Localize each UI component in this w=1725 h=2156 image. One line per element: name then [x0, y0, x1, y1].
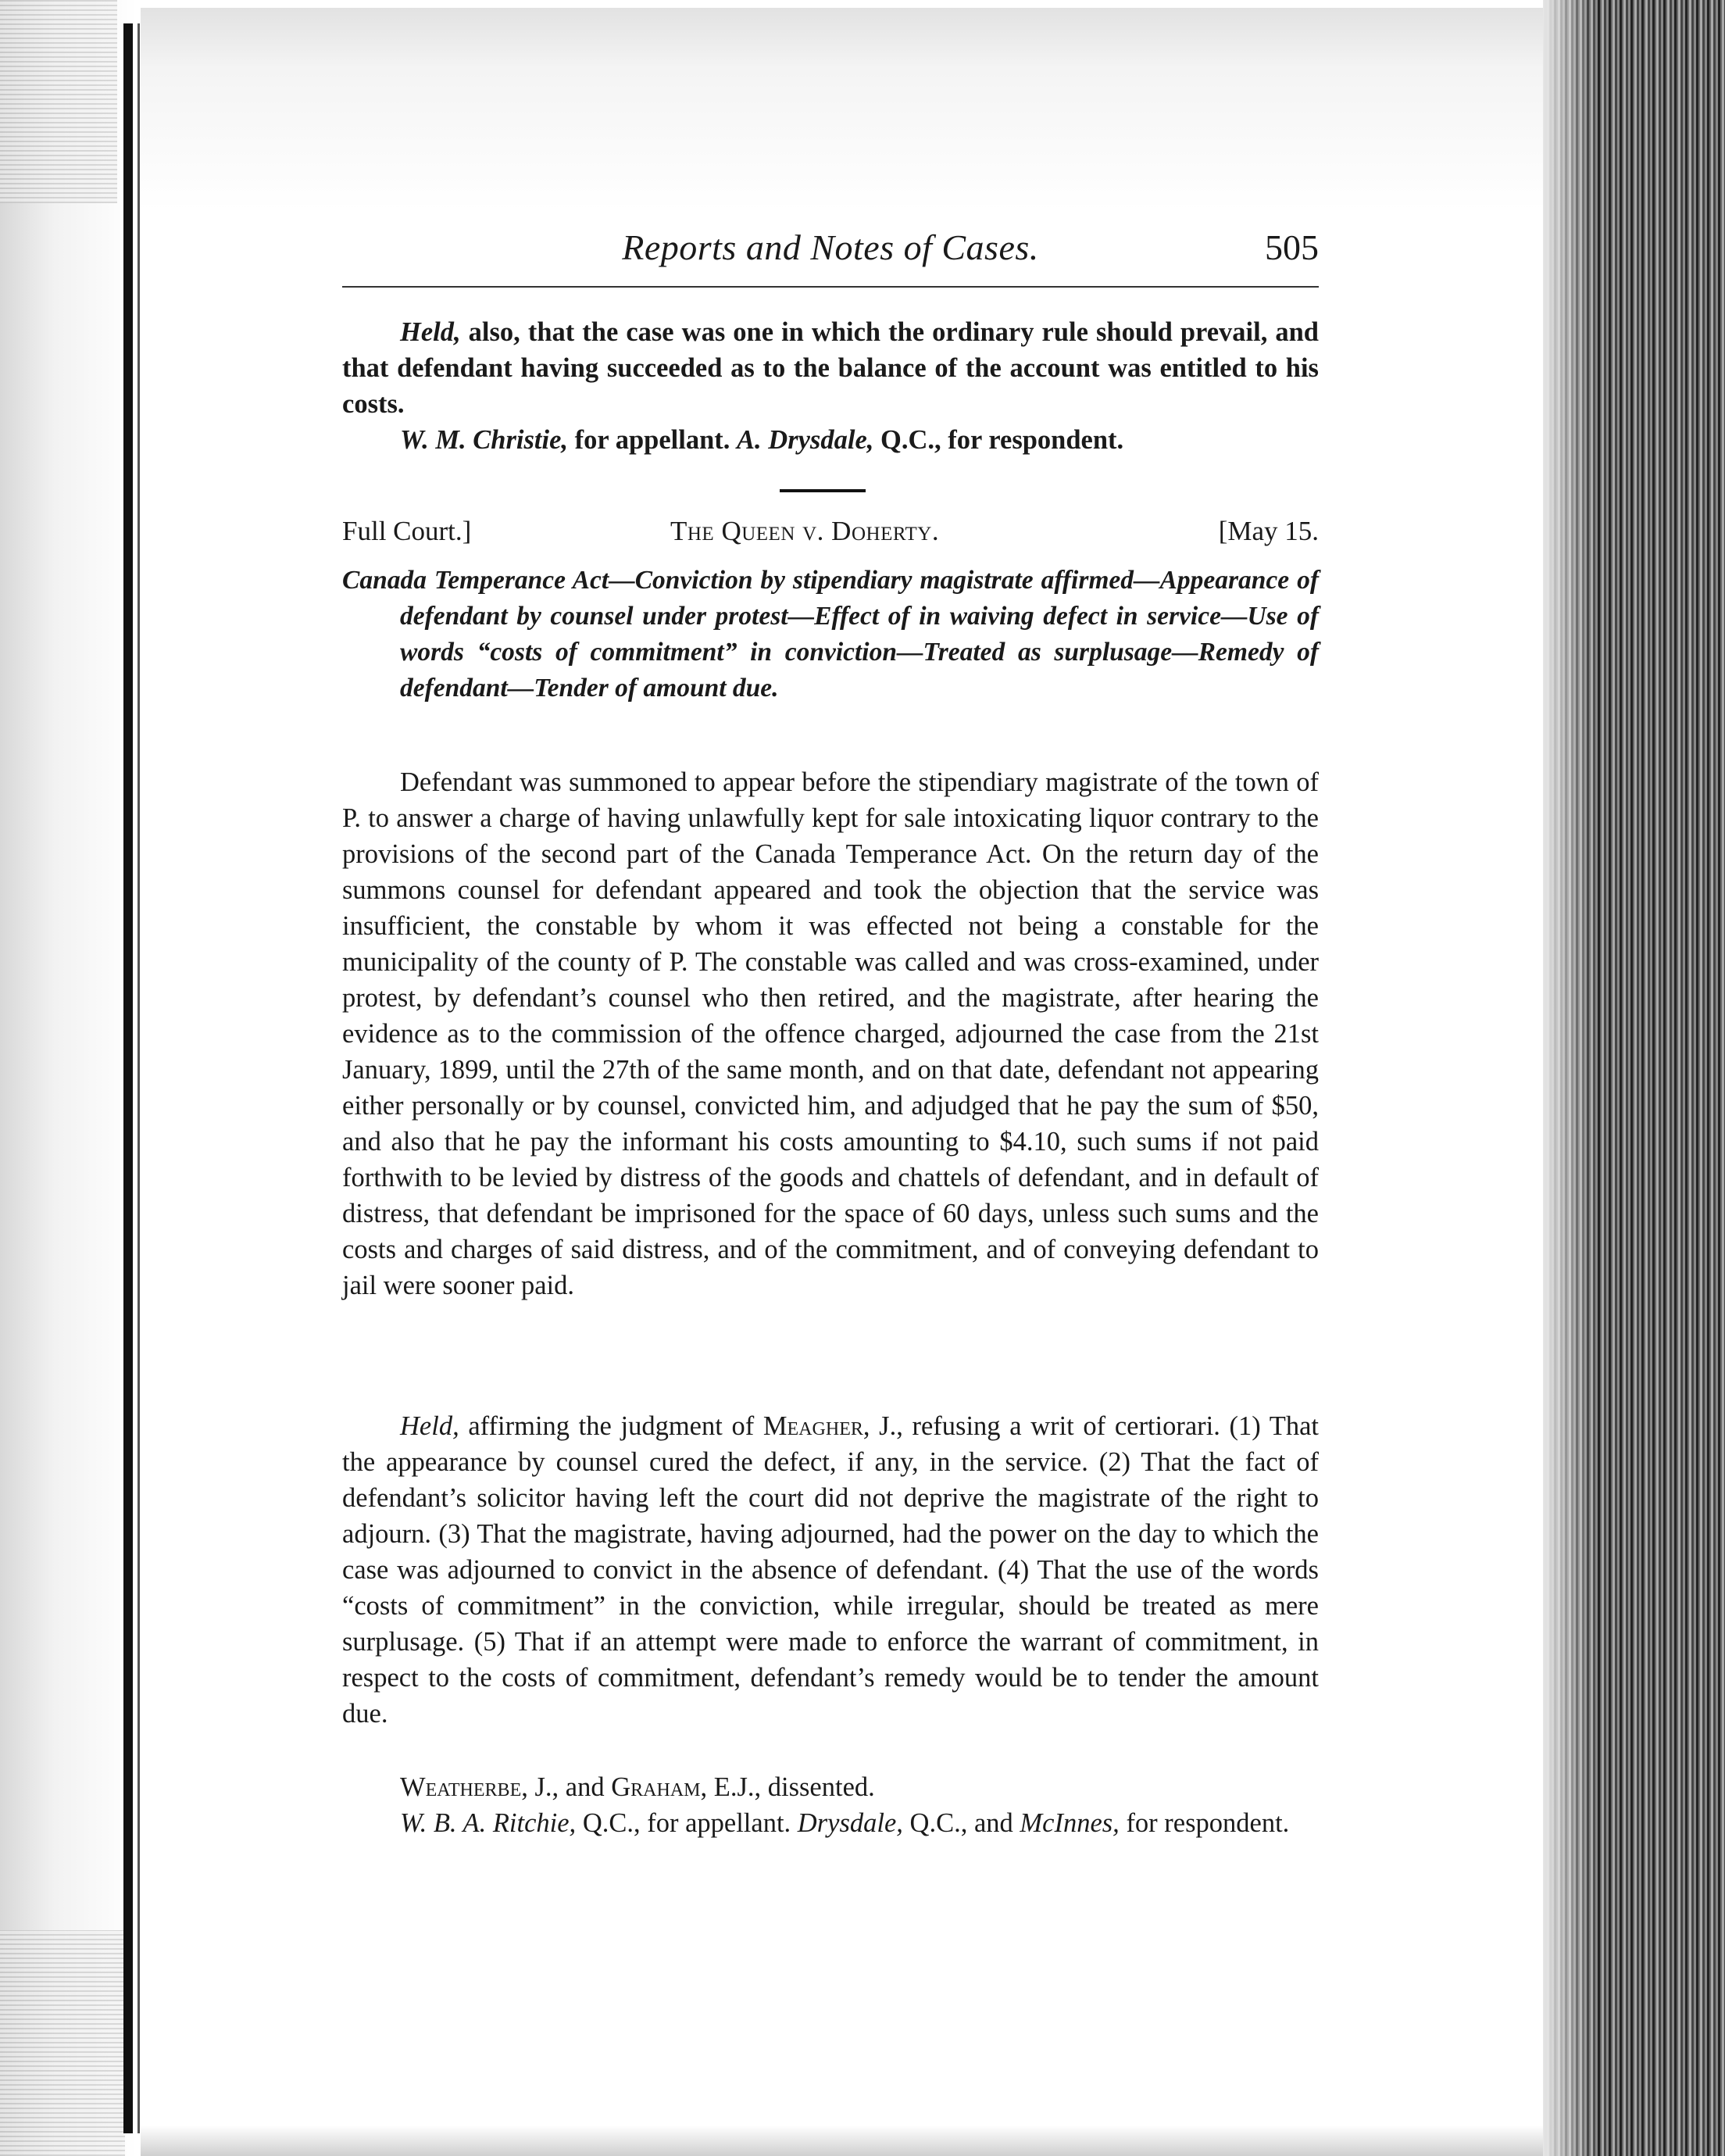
holding-text: , J., refusing a writ of certiorari. (1) That the appearance by counsel cured the defect, if any, in the service. (2) That the fact of defendant’s solicitor having left the court did not deprive the magistrate of the right to adjourn. (3) That the magistrate, having adjourned, had the power on the day to which the case was adjourned to convict in the absence of defendant. (4) That the use of the words “costs of commitment” in the conviction, while irregular, should be treated as mere surplusage. (5) That if an attempt were made to enforce the warrant of commitment, in respect to the costs of commitment, defendant’s remedy would be to tender the amount due.	[342, 1411, 1319, 1729]
dissent-line	[342, 1769, 1319, 1805]
dissent-judge-2: Graham	[611, 1772, 701, 1802]
case-headnote: Canada Temperance Act—Conviction by stipendiary magistrate affirmed—Appearance of defendant by counsel under protest—Effect of in waiving defect in service—Use of words “costs of commitment” in conviction—Treated as surplusage—Remedy of defendant—Tender of amount due.	[342, 566, 1319, 703]
case-counsel-appellant: W. B. A. Ritchie,	[400, 1808, 577, 1838]
facts-paragraph: Defendant was summoned to appear before the stipendiary magistrate of the town of P. to answer a charge of having unlawfully kept for sale intoxicating liquor contrary to the provisions of the second part of the Canada Temperance Act. On the return day of the summons counsel for defendant appeared and took the objection that the service was insufficient, the constable by whom it was effected not being a constable for the municipality of the county of P. The constable was called and was cross-examined, under protest, by defendant’s counsel who then retired, and the magistrate, after hearing the evidence as to the commission of the offence charged, adjourned the case from the 21st January, 1899, until the 27th of the same month, and on that date, defendant not appearing either personally or by counsel, convicted him, and adjudged that he pay the sum of $50, and also that he pay the informant his costs amounting to $4.10, such sums if not paid forthwith to be levied by distress of the goods and chattels of defendant, and in default of distress, that defendant be imprisoned for the space of 60 days, unless such sums and the costs and charges of said distress, and of the commitment, and of conveying defendant to jail were sooner paid.	[342, 767, 1319, 1300]
scan-left-margin	[0, 0, 137, 2156]
running-head: Reports and Notes of Cases.	[622, 227, 1039, 267]
header-rule	[342, 286, 1319, 288]
dissent-judge-1: Weatherbe	[400, 1772, 522, 1802]
case-counsel-respondent-role: for respondent.	[1119, 1808, 1290, 1838]
dissent-mid: , J., and	[521, 1772, 612, 1802]
case-counsel-respondent-1: Drysdale,	[797, 1808, 903, 1838]
holding-pre: affirming the judgment of	[459, 1411, 763, 1441]
previous-case-conclusion	[342, 314, 1319, 458]
held-paragraph	[342, 314, 1319, 422]
case-counsel	[342, 1805, 1319, 1841]
counsel-respondent: A. Drysdale,	[737, 425, 874, 455]
page-number: 505	[1265, 227, 1319, 267]
page-header	[342, 227, 1319, 281]
case-separator-rule	[780, 489, 866, 492]
book-binding-line	[138, 23, 140, 2133]
page-content	[342, 227, 1319, 1838]
case-counsel-and: Q.C., and	[902, 1808, 1020, 1838]
counsel-appellant-role: for appellant.	[568, 425, 738, 455]
court-name: Full Court.]	[342, 516, 472, 546]
case-caption	[342, 516, 1319, 555]
holding-judge: Meagher	[762, 1411, 863, 1441]
counsel-line	[342, 422, 1319, 458]
case-counsel-respondent-2: McInnes,	[1020, 1808, 1120, 1838]
counsel-respondent-role: Q.C., for respondent.	[873, 425, 1124, 455]
scan-noise-top-left	[0, 0, 117, 203]
case-counsel-appellant-role: Q.C., for appellant.	[576, 1808, 798, 1838]
held-text: also, that the case was one in which the ordinary rule should prevail, and that defendant having succeeded as to the balance of the account was entitled to his costs.	[342, 317, 1319, 419]
counsel-appellant: W. M. Christie,	[400, 425, 569, 455]
held-label: Held,	[400, 317, 461, 347]
book-binding-edge	[123, 23, 133, 2133]
holding-paragraph	[342, 1408, 1319, 1732]
book-page-edges-fade	[1543, 0, 1598, 2156]
scan-noise-bottom-left	[0, 1930, 125, 2156]
scan-bottom-shade	[141, 2126, 1543, 2156]
dissent-end: , E.J., dissented.	[700, 1772, 875, 1802]
scan-top-shade	[141, 8, 1543, 211]
holding-label: Held,	[400, 1411, 459, 1441]
case-title: The Queen v. Doherty.	[670, 516, 940, 546]
case-date: [May 15.	[1218, 516, 1319, 546]
